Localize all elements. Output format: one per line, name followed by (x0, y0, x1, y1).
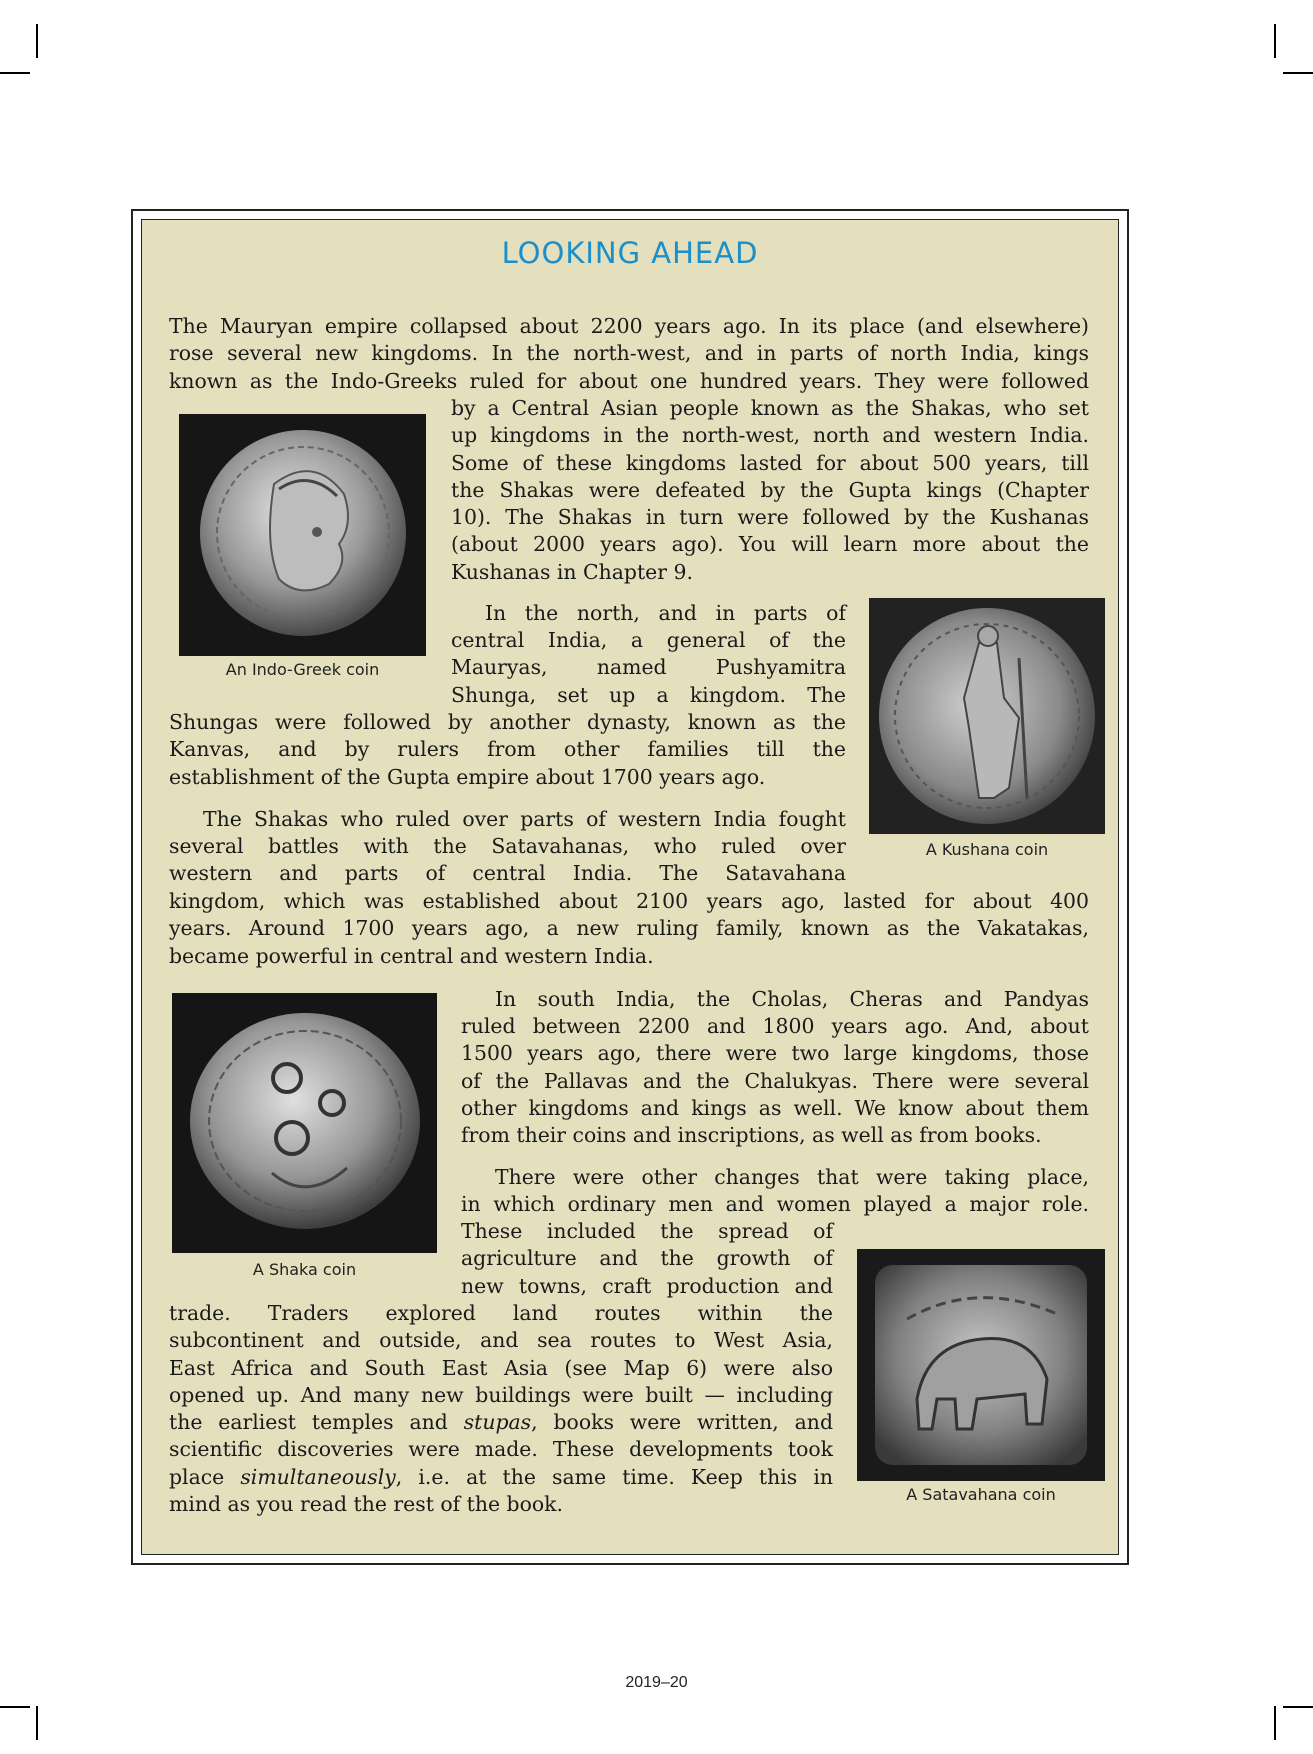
text-line: trade. Traders explored land routes within the (169, 1301, 833, 1325)
text-line: Kanvas, and by rulers from other families till the (169, 737, 846, 762)
text-line: from their coins and inscriptions, as well as from books. (461, 1123, 1042, 1148)
paragraph-satavahanas (169, 806, 846, 833)
text-line: several battles with the Satavahanas, who ruled over (169, 834, 846, 858)
indo-greek-coin-image (179, 414, 426, 656)
text-line: establishment of the Gupta empire about 1700 years ago. (169, 764, 766, 789)
text-line: scientific discoveries were made. These developments took (169, 1437, 833, 1462)
text-line: the Shakas were defeated by the Gupta kings (Chapter (451, 477, 1089, 502)
crop-mark (0, 1706, 30, 1708)
text-line: central India, a general of the (451, 628, 846, 652)
caption-satavahana-coin: A Satavahana coin (906, 1485, 1056, 1504)
paragraph-changes-narrow (461, 1218, 833, 1300)
text-line: rose several new kingdoms. In the north-west, and in parts of north India, kings (169, 341, 1089, 366)
text-line: opened up. And many new buildings were built — including (169, 1382, 833, 1407)
crop-mark (0, 72, 30, 74)
emphasis-simultaneously: simultaneously (240, 1464, 396, 1489)
text-line: became powerful in central and western India. (169, 943, 654, 968)
crop-mark (36, 24, 38, 58)
crop-mark (1274, 1706, 1276, 1740)
text-line (169, 1409, 833, 1436)
text-line: 10). The Shakas in turn were followed by the Kushanas (451, 505, 1089, 530)
caption-shaka-coin: A Shaka coin (252, 1260, 357, 1279)
text-line: mind as you read the rest of the book. (169, 1492, 563, 1517)
text-line: known as the Indo-Greeks ruled for about one hundred years. They were followed (169, 368, 1089, 393)
text-line: by a Central Asian people known as the Shakas, who set (451, 396, 1089, 420)
text-line: The Shakas who ruled over parts of western India fought (203, 807, 846, 831)
text-line: new towns, craft production and (461, 1273, 833, 1298)
text-line: Mauryas, named Pushyamitra (451, 655, 846, 680)
text-line: Some of these kingdoms lasted for about 500 years, till (451, 450, 1089, 475)
shaka-coin-image (172, 993, 437, 1253)
satavahana-coin-image (857, 1249, 1105, 1481)
paragraph-shungas-body (451, 627, 846, 709)
text-line (169, 1464, 833, 1491)
text-line: These included the spread of (461, 1219, 833, 1243)
kushana-coin-image (869, 598, 1105, 834)
caption-kushana-coin: A Kushana coin (925, 840, 1049, 859)
text-line: 1500 years ago, there were two large kingdoms, those (461, 1041, 1089, 1066)
text-line: in which ordinary men and women played a major role. (461, 1192, 1089, 1216)
text-line: East Africa and South East Asia (see Map 6) were also (169, 1355, 833, 1380)
text-line: There were other changes that were taking place, (495, 1165, 1089, 1189)
text-line: years. Around 1700 years ago, a new ruling family, known as the Vakatakas, (169, 916, 1089, 941)
crop-mark (1274, 24, 1276, 58)
text-line: ruled between 2200 and 1800 years ago. And, about (461, 1014, 1089, 1038)
text-line: Shungas were followed by another dynasty, known as the (169, 710, 846, 734)
caption-indo-greek-coin: An Indo-Greek coin (225, 660, 380, 679)
crop-mark (36, 1706, 38, 1740)
text-line: up kingdoms in the north-west, north and western India. (451, 423, 1089, 448)
text-line: Kushanas in Chapter 9. (451, 559, 693, 584)
page-title: LOOKING AHEAD (501, 236, 759, 270)
paragraph-changes-wrap (169, 1300, 833, 1518)
crop-mark (1283, 1706, 1313, 1708)
text-line: western and parts of central India. The Satavahana (169, 861, 846, 886)
paragraph-satavahanas-wrap (169, 888, 1089, 970)
paragraph-changes (461, 1164, 1089, 1191)
text-segment: place (169, 1464, 241, 1489)
text-line: The Mauryan empire collapsed about 2200 years ago. In its place (and elsewhere) (169, 314, 1089, 338)
text-line: subcontinent and outside, and sea routes to West Asia, (169, 1328, 833, 1353)
emphasis-stupas: stupas (463, 1410, 532, 1435)
crop-mark (1283, 72, 1313, 74)
text-line: of the Pallavas and the Chalukyas. There were several (461, 1068, 1089, 1093)
page-footer-year: 2019–20 (625, 1674, 688, 1691)
text-line: In south India, the Cholas, Cheras and Pandyas (495, 987, 1089, 1011)
text-segment: , books were written, and (531, 1410, 833, 1435)
text-line: kingdom, which was established about 2100 years ago, lasted for about 400 (169, 889, 1089, 913)
text-line: other kingdoms and kings as well. We know about them (461, 1095, 1089, 1120)
paragraph-south-india-body (461, 1013, 1089, 1149)
paragraph-intro-wrap (451, 395, 1089, 586)
text-line: In the north, and in parts of (485, 601, 846, 625)
paragraph-satavahanas-body (169, 833, 846, 888)
text-line: Shunga, set up a kingdom. The (451, 682, 846, 707)
text-line: (about 2000 years ago). You will learn more about the (451, 532, 1089, 557)
paragraph-changes-body (461, 1191, 1089, 1218)
paragraph-shungas-wrap (169, 709, 846, 791)
paragraph-shungas (451, 600, 846, 627)
text-line: agriculture and the growth of (461, 1246, 833, 1271)
paragraph-south-india (461, 986, 1089, 1013)
text-segment: , i.e. at the same time. Keep this in (395, 1464, 833, 1489)
text-segment: the earliest temples and (169, 1410, 464, 1435)
paragraph-intro (169, 313, 1089, 395)
